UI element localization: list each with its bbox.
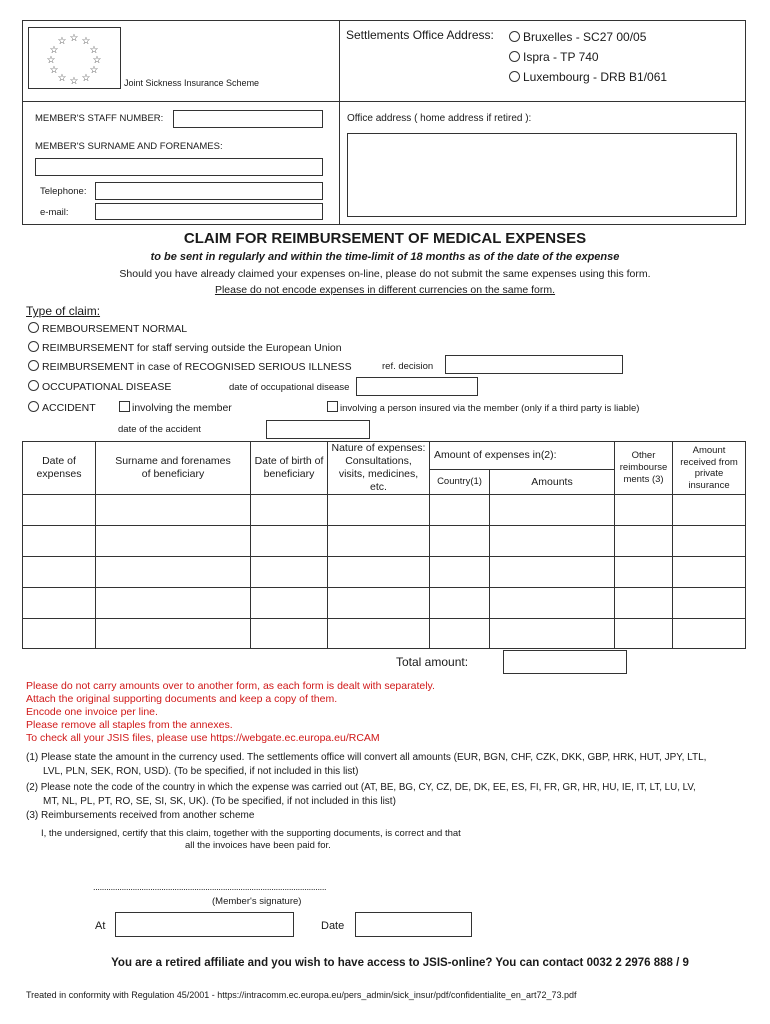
svg-text:☆: ☆	[57, 36, 67, 47]
date-label: Date	[321, 920, 345, 932]
table-row	[23, 588, 746, 619]
svg-text:☆: ☆	[92, 55, 102, 66]
col-header-nature: Nature of expenses: Consultations, visits, medicines, etc.	[328, 442, 430, 495]
involving-insured-option[interactable]: involving a person insured via the member (only if a third party is liable)	[327, 401, 639, 414]
radio-icon[interactable]	[28, 401, 39, 412]
radio-icon[interactable]	[28, 360, 39, 371]
table-row	[23, 526, 746, 557]
warning-4: Please remove all staples from the annexes.	[26, 719, 233, 731]
claim-type-label: Type of claim:	[26, 304, 101, 318]
currency-note: Please do not encode expenses in different currencies on the same form.	[214, 284, 556, 296]
office-address-field[interactable]	[347, 133, 737, 217]
claim-option-serious-illness[interactable]: REIMBURSEMENT in case of RECOGNISED SERIOUS ILLNESS	[28, 360, 352, 373]
radio-icon[interactable]	[509, 31, 520, 42]
warning-1: Please do not carry amounts over to another form, as each form is dealt with separately.	[26, 680, 435, 692]
page-subtitle: to be sent in regularly and within the time-limit of 18 months as of the date of the expense	[150, 251, 620, 263]
staff-number-field[interactable]	[173, 110, 323, 128]
claim-option-normal[interactable]: REMBOURSEMENT NORMAL	[28, 322, 187, 335]
warning-2: Attach the original supporting documents and keep a copy of them.	[26, 693, 338, 705]
svg-text:☆: ☆	[49, 65, 59, 76]
office-option-bruxelles[interactable]: Bruxelles - SC27 00/05	[509, 30, 646, 44]
svg-text:☆: ☆	[89, 65, 99, 76]
svg-text:☆: ☆	[57, 73, 67, 84]
certify-line-1: I, the undersigned, certify that this claim, together with the supporting documents, is correct and that	[41, 828, 461, 839]
col-header-other: Other reimbourse ments (3)	[615, 442, 673, 495]
surname-field[interactable]	[35, 158, 323, 176]
expenses-table	[22, 441, 746, 649]
checkbox-icon[interactable]	[119, 401, 130, 412]
accident-date-field[interactable]	[266, 420, 370, 439]
email-label: e-mail:	[40, 207, 69, 218]
date-field[interactable]	[355, 912, 472, 937]
svg-text:☆: ☆	[49, 45, 59, 56]
accident-date-label: date of the accident	[118, 424, 201, 435]
email-field[interactable]	[95, 203, 323, 220]
svg-text:☆: ☆	[69, 33, 79, 44]
col-header-private: Amount received from private insurance	[673, 442, 746, 495]
note-3: (3) Reimbursements received from another scheme	[26, 810, 255, 821]
scheme-name: Joint Sickness Insurance Scheme	[124, 78, 260, 88]
note-2: (2) Please note the code of the country in which the expense was carried out (AT, BE, BG, CY, CZ, DE, DK, EE, ES, FI, FR, GR, HR, HU, IE, IT, LT, LU, LV,	[26, 782, 696, 793]
note-2-cont: MT, NL, PL, PT, RO, SE, SI, SK, UK). (To be specified, if not included in this list)	[43, 796, 396, 807]
ref-decision-label: ref. decision	[382, 361, 434, 372]
radio-icon[interactable]	[509, 51, 520, 62]
ref-decision-field[interactable]	[445, 355, 623, 374]
radio-icon[interactable]	[509, 71, 520, 82]
col-header-birth: Date of birth of beneficiary	[251, 442, 328, 495]
retired-affiliate-promo: You are a retired affiliate and you wish to have access to JSIS-online? You can contact 0032 2 2976 888 / 9	[111, 957, 689, 969]
svg-text:☆: ☆	[81, 73, 91, 84]
checkbox-icon[interactable]	[327, 401, 338, 412]
page-title: CLAIM FOR REIMBURSEMENT OF MEDICAL EXPENSES	[183, 230, 587, 247]
table-row	[23, 495, 746, 526]
office-option-ispra[interactable]: Ispra - TP 740	[509, 50, 599, 64]
occupational-date-field[interactable]	[356, 377, 478, 396]
svg-text:☆: ☆	[89, 45, 99, 56]
svg-text:☆: ☆	[69, 76, 79, 87]
signature-label: (Member's signature)	[212, 896, 302, 907]
warning-3: Encode one invoice per line.	[26, 706, 158, 718]
regulation-footer: Treated in conformity with Regulation 45/2001 - https://intracomm.ec.europa.eu/pers_admin/sick_insur/pdf/confidentialite_en_art72_73.pdf	[26, 990, 577, 1000]
at-label: At	[95, 920, 106, 932]
total-amount-label: Total amount:	[396, 655, 469, 669]
col-header-beneficiary: Surname and forenames of beneficiary	[96, 442, 251, 495]
staff-number-label: MEMBER'S STAFF NUMBER:	[35, 113, 164, 124]
radio-icon[interactable]	[28, 341, 39, 352]
table-row	[23, 619, 746, 649]
telephone-field[interactable]	[95, 182, 323, 200]
radio-icon[interactable]	[28, 322, 39, 333]
settlements-label: Settlements Office Address:	[346, 28, 494, 42]
radio-icon[interactable]	[28, 380, 39, 391]
note-1-cont: LVL, PLN, SEK, RON, USD). (To be specified, if not included in this list)	[43, 766, 359, 777]
signature-line[interactable]: ..........................................................................................................	[93, 882, 327, 892]
claim-option-accident[interactable]: ACCIDENT	[28, 401, 96, 414]
online-note: Should you have already claimed your expenses on-line, please do not submit the same expenses using this form.	[119, 268, 651, 280]
svg-text:☆: ☆	[81, 36, 91, 47]
involving-member-option[interactable]: involving the member	[119, 401, 232, 414]
col-header-amount-group: Amount of expenses in(2):	[430, 442, 615, 470]
eu-stars-logo-icon	[28, 27, 121, 89]
col-header-amounts: Amounts	[490, 469, 615, 494]
claim-option-occupational[interactable]: OCCUPATIONAL DISEASE	[28, 380, 171, 393]
table-row	[23, 557, 746, 588]
telephone-label: Telephone:	[40, 186, 87, 197]
office-option-luxembourg[interactable]: Luxembourg - DRB B1/061	[509, 70, 667, 84]
total-amount-field[interactable]	[503, 650, 627, 674]
certify-line-2: all the invoices have been paid for.	[185, 840, 331, 851]
col-header-date: Date of expenses	[23, 442, 96, 495]
surname-label: MEMBER'S SURNAME AND FORENAMES:	[35, 141, 223, 152]
warning-5: To check all your JSIS files, please use https://webgate.ec.europa.eu/RCAM	[26, 732, 380, 744]
occupational-date-label: date of occupational disease	[229, 382, 350, 393]
col-header-country: Country(1)	[430, 469, 490, 494]
member-section-divider	[339, 101, 340, 225]
at-field[interactable]	[115, 912, 294, 937]
claim-option-outside-eu[interactable]: REIMBURSEMENT for staff serving outside the European Union	[28, 341, 342, 354]
svg-text:☆: ☆	[46, 55, 56, 66]
note-1: (1) Please state the amount in the currency used. The settlements office will convert all amounts (EUR, BGN, CHF, CZK, DKK, GBP, HRK, HUT, JPY, LTL,	[26, 752, 707, 763]
office-address-label: Office address ( home address if retired ):	[347, 113, 532, 124]
